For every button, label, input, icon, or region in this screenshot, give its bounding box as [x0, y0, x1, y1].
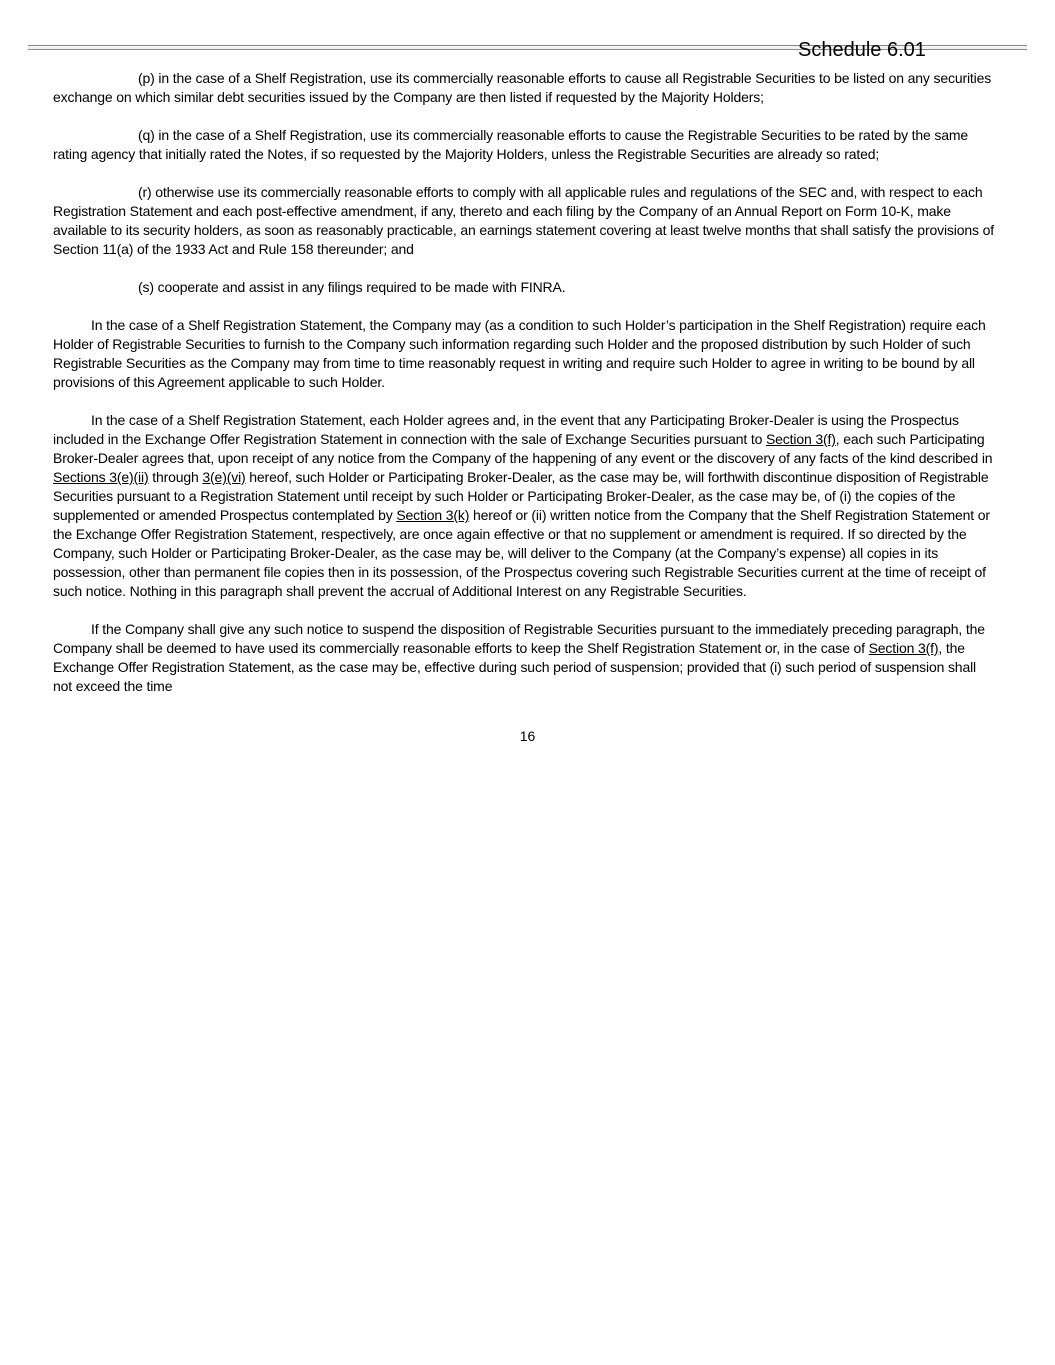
text-segment: , the Exchange Offer Registration Statement, as the case may be, effective during such period of suspension; provided that (i) such period of suspension shall not exceed the time	[53, 640, 977, 694]
section-reference: 3(e)(vi)	[202, 469, 246, 485]
paragraph-s: (s) cooperate and assist in any filings required to be made with FINRA.	[138, 279, 566, 295]
section-reference: Section 3(f)	[765, 431, 836, 447]
paragraph-suspension-notice	[53, 620, 998, 696]
paragraph-r: (r) otherwise use its commercially reasonable efforts to comply with all applicable rules and regulations of the SEC and, with respect to each Registration Statement and each post-effective amendment, if any, thereto and each filing by the Company of an Annual Report on Form 10-K, make available to its security holders, as soon as reasonably practicable, an earnings statement covering at least twelve months that shall satisfy the provisions of Section 11(a) of the 1933 Act and Rule 158 thereunder; and	[53, 184, 994, 257]
document-body	[53, 69, 998, 715]
page-number: 16	[519, 728, 536, 744]
text-segment: If the Company shall give any such notice to suspend the disposition of Registrable Securities pursuant to the immediately preceding paragraph, the Company shall be deemed to have used its commercially reasonable efforts to keep the Shelf Registration Statement or, in the case of	[53, 621, 985, 656]
paragraph-discontinue-disposition	[53, 411, 998, 601]
schedule-label: Schedule 6.01	[798, 39, 926, 61]
section-reference: Section 3(k)	[396, 507, 470, 523]
paragraph-shelf-information: In the case of a Shelf Registration Statement, the Company may (as a condition to such Holder’s participation in the Shelf Registration) require each Holder of Registrable Securities to furnish to the Company such information regarding such Holder and the proposed distribution by such Holder of such Registrable Securities as the Company may from time to time reasonably request in writing and require such Holder to agree in writing to be bound by all provisions of this Agreement applicable to such Holder.	[53, 317, 986, 390]
text-segment: hereof or (ii) written notice from the Company that the Shelf Registration Statement or the Exchange Offer Registration Statement, respectively, are once again effective or that no supplement or amendment is required. If so directed by the Company, such Holder or Participating Broker-Dealer, as the case may be, will deliver to the Company (at the Company’s expense) all copies in its possession, other than permanent file copies then in its possession, of the Prospectus covering such Registrable Securities current at the time of receipt of such notice. Nothing in this paragraph shall prevent the accrual of Additional Interest on any Registrable Securities.	[53, 507, 990, 599]
paragraph-q: (q) in the case of a Shelf Registration, use its commercially reasonable efforts to cause the Registrable Securities to be rated by the same rating agency that initially rated the Notes, if so requested by the Majority Holders, unless the Registrable Securities are already so rated;	[53, 127, 969, 162]
paragraph-p: (p) in the case of a Shelf Registration, use its commercially reasonable efforts to cause all Registrable Securities to be listed on any securities exchange on which similar debt securities issued by the Company are then listed if requested by the Majority Holders;	[53, 70, 992, 105]
text-segment: , each such Participating Broker-Dealer agrees that, upon receipt of any notice from the Company of the happening of any event or the discovery of any facts of the kind described in	[53, 431, 993, 466]
text-segment: through	[148, 469, 203, 485]
section-reference: Sections 3(e)(ii)	[53, 469, 149, 485]
text-segment: hereof, such Holder or Participating Broker-Dealer, as the case may be, will forthwith discontinue disposition of Registrable Securities pursuant to a Registration Statement until receipt by such Holder or Participating Broker-Dealer, as the case may be, of (i) the copies of the supplemented or amended Prospectus contemplated by	[53, 469, 989, 523]
section-reference: Section 3(f)	[868, 640, 939, 656]
text-segment: In the case of a Shelf Registration Statement, each Holder agrees and, in the event that any Participating Broker-Dealer is using the Prospectus included in the Exchange Offer Registration Statement in connection with the sale of Exchange Securities pursuant to	[53, 412, 959, 447]
